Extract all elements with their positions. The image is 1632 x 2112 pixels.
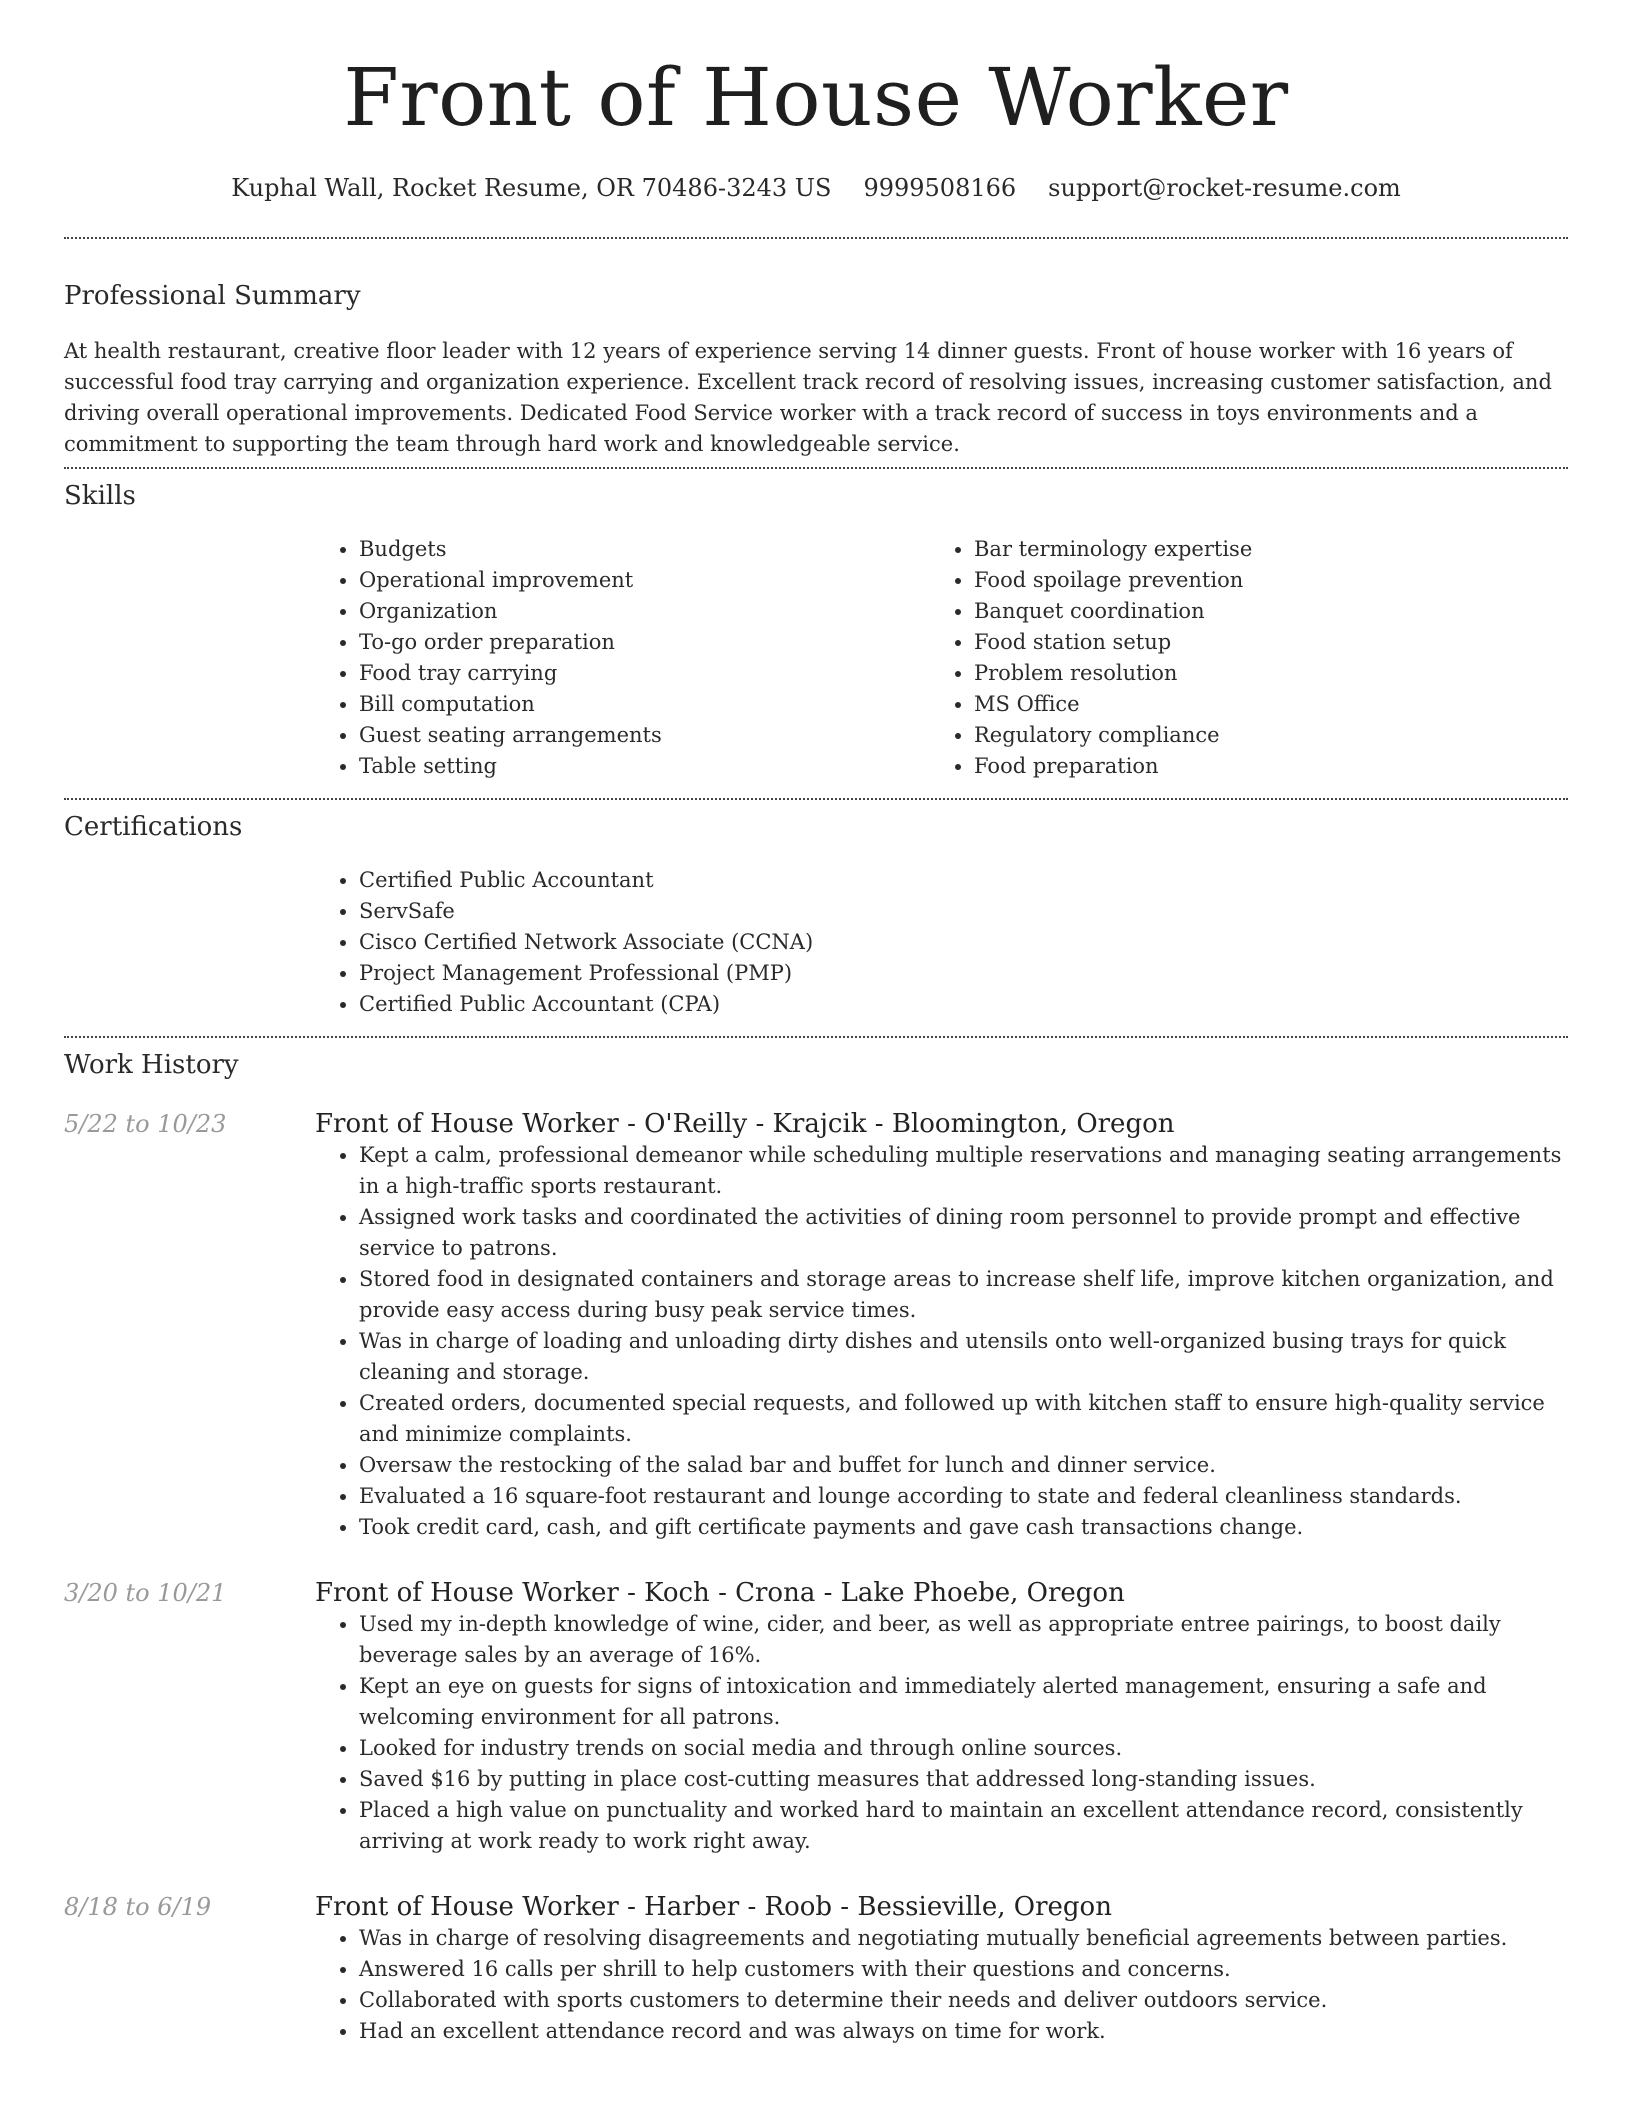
skill-item: • Organization <box>359 596 930 627</box>
section-divider <box>64 1036 1568 1038</box>
skill-item: • Food station setup <box>974 627 1545 658</box>
job-bullet: • Had an excellent attendance record and was always on time for work. <box>359 2016 1568 2047</box>
job-bullet: • Created orders, documented special requests, and followed up with kitchen staff to ensure high-quality service and minimize complaints. <box>359 1388 1568 1450</box>
skill-item: • Food spoilage prevention <box>974 565 1545 596</box>
skill-item: • MS Office <box>974 689 1545 720</box>
job-title: Front of House Worker - O'Reilly - Krajcik - Bloomington, Oregon <box>315 1108 1175 1139</box>
skill-item: • Banquet coordination <box>974 596 1545 627</box>
job-bullets <box>315 1140 1568 1543</box>
section-divider <box>64 237 1568 239</box>
job-entry <box>64 1891 1568 2047</box>
skill-item: • Bill computation <box>359 689 930 720</box>
work-history-heading: Work History <box>64 1050 239 1081</box>
resume-name: Front of House Worker <box>343 51 1289 144</box>
section-divider <box>64 798 1568 800</box>
certifications-block <box>315 865 1568 1020</box>
section-divider <box>64 467 1568 469</box>
job-bullet: • Oversaw the restocking of the salad bar and buffet for lunch and dinner service. <box>359 1450 1568 1481</box>
job-body <box>315 1891 1568 2047</box>
certification-item: • Certified Public Accountant <box>359 865 1568 896</box>
job-bullets <box>315 1923 1568 2047</box>
job-bullet: • Used my in-depth knowledge of wine, cider, and beer, as well as appropriate entree pairings, to boost daily beverage sales by an average of 16%. <box>359 1609 1568 1671</box>
summary-heading: Professional Summary <box>64 280 361 311</box>
job-title: Front of House Worker - Koch - Crona - Lake Phoebe, Oregon <box>315 1577 1125 1608</box>
skill-item: • Table setting <box>359 751 930 782</box>
skills-list-left <box>315 534 930 782</box>
skill-item: • To-go order preparation <box>359 627 930 658</box>
skill-item: • Guest seating arrangements <box>359 720 930 751</box>
skills-heading: Skills <box>64 480 136 511</box>
job-bullet: • Stored food in designated containers and storage areas to increase shelf life, improve kitchen organization, and provide easy access during busy peak service times. <box>359 1264 1568 1326</box>
job-bullet: • Evaluated a 16 square-foot restaurant and lounge according to state and federal cleanliness standards. <box>359 1481 1568 1512</box>
certifications-list <box>315 865 1568 1020</box>
job-dates: 8/18 to 6/19 <box>64 1892 212 1921</box>
job-bullet: • Took credit card, cash, and gift certificate payments and gave cash transactions change. <box>359 1512 1568 1543</box>
skills-columns <box>315 534 1568 782</box>
contact-phone: 9999508166 <box>863 174 1017 202</box>
job-title: Front of House Worker - Harber - Roob - Bessieville, Oregon <box>315 1891 1112 1922</box>
contact-info <box>64 174 1568 203</box>
skill-item: • Food preparation <box>974 751 1545 782</box>
skills-list-right <box>930 534 1545 782</box>
job-body <box>315 1577 1568 1857</box>
job-bullet: • Answered 16 calls per shrill to help customers with their questions and concerns. <box>359 1954 1568 1985</box>
certifications-heading: Certifications <box>64 812 243 843</box>
skill-item: • Problem resolution <box>974 658 1545 689</box>
job-bullet: • Collaborated with sports customers to determine their needs and deliver outdoors service. <box>359 1985 1568 2016</box>
skills-column-right <box>930 534 1545 782</box>
job-dates: 5/22 to 10/23 <box>64 1109 227 1138</box>
skills-column-left <box>315 534 930 782</box>
certification-item: • Cisco Certified Network Associate (CCNA) <box>359 927 1568 958</box>
job-entry <box>64 1577 1568 1857</box>
skill-item: • Budgets <box>359 534 930 565</box>
summary-text: At health restaurant, creative floor leader with 12 years of experience serving 14 dinner guests. Front of house worker with 16 years of successful food tray carrying and organization experience. Excellent track record of resolving issues, increasing customer satisfaction, and driving overall operational improvements. Dedicated Food Service worker with a track record of success in toys environments and a commitment to supporting the team through hard work and knowledgeable service. <box>64 338 1552 456</box>
job-entry <box>64 1108 1568 1543</box>
skill-item: • Food tray carrying <box>359 658 930 689</box>
skill-item: • Bar terminology expertise <box>974 534 1545 565</box>
job-bullet: • Looked for industry trends on social media and through online sources. <box>359 1733 1568 1764</box>
job-bullet: • Assigned work tasks and coordinated the activities of dining room personnel to provide prompt and effective service to patrons. <box>359 1202 1568 1264</box>
job-bullet: • Placed a high value on punctuality and worked hard to maintain an excellent attendance record, consistently arriving at work ready to work right away. <box>359 1795 1568 1857</box>
job-bullets <box>315 1609 1568 1857</box>
job-bullet: • Kept an eye on guests for signs of intoxication and immediately alerted management, ensuring a safe and welcoming environment for all patrons. <box>359 1671 1568 1733</box>
certification-item: • ServSafe <box>359 896 1568 927</box>
job-bullet: • Kept a calm, professional demeanor while scheduling multiple reservations and managing seating arrangements in a high-traffic sports restaurant. <box>359 1140 1568 1202</box>
certification-item: • Project Management Professional (PMP) <box>359 958 1568 989</box>
job-bullet: • Was in charge of loading and unloading dirty dishes and utensils onto well-organized busing trays for quick cleaning and storage. <box>359 1326 1568 1388</box>
contact-address: Kuphal Wall, Rocket Resume, OR 70486-3243 US <box>231 174 832 202</box>
contact-email: support@rocket-resume.com <box>1048 174 1401 202</box>
job-bullet: • Saved $16 by putting in place cost-cutting measures that addressed long-standing issues. <box>359 1764 1568 1795</box>
job-body <box>315 1108 1568 1543</box>
job-dates: 3/20 to 10/21 <box>64 1578 227 1607</box>
skill-item: • Operational improvement <box>359 565 930 596</box>
certification-item: • Certified Public Accountant (CPA) <box>359 989 1568 1020</box>
job-bullet: • Was in charge of resolving disagreements and negotiating mutually beneficial agreements between parties. <box>359 1923 1568 1954</box>
skill-item: • Regulatory compliance <box>974 720 1545 751</box>
